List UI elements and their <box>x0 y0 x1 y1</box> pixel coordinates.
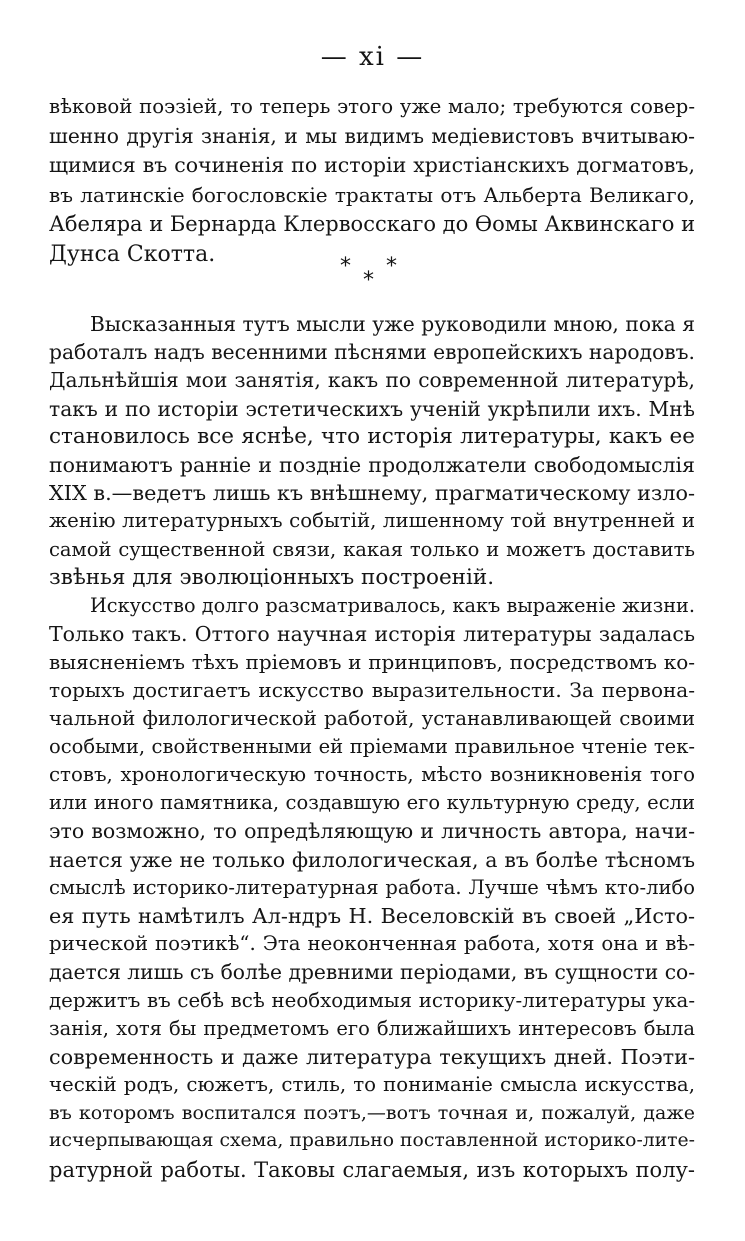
text-line: Только такъ. Оттого научная исторія литературы задалась <box>49 622 695 647</box>
section-separator <box>330 256 410 296</box>
text-line: дается лишь съ болѣе древними періодами, въ сущности со- <box>49 960 696 985</box>
text-line: женію литературныхъ событій, лишенному той внутренней и <box>49 509 695 533</box>
text-line: занія, хотя бы предметомъ его ближайшихъ интересовъ была <box>49 1016 695 1040</box>
text-line: выясненіемъ тѣхъ пріемовъ и принциповъ, посредствомъ ко- <box>49 650 695 675</box>
text-block-top <box>49 92 695 269</box>
text-line: Дальнѣйшія мои занятія, какъ по современной литературѣ, <box>49 368 695 393</box>
asterisk: * <box>386 254 397 279</box>
text-line: въ которомъ воспитался поэтъ,—вотъ точная и, пожалуй, даже <box>49 1102 695 1125</box>
text-line: смыслѣ историко-литературная работа. Лучше чѣмъ кто-либо <box>49 875 695 899</box>
text-block-main <box>49 310 695 1184</box>
text-line: ея путь намѣтилъ Ал-ндръ Н. Веселовскій въ своей „Исто- <box>49 903 695 928</box>
text-line: самой существенной связи, какая только и можетъ доставить <box>49 537 695 561</box>
page-number: — xi — <box>320 42 425 72</box>
text-line: нается уже не только филологическая, а въ болѣе тѣсномъ <box>49 847 695 872</box>
text-line: работалъ надъ весенними пѣснями европейскихъ народовъ. <box>49 340 695 365</box>
text-line: исчерпывающая схема, правильно поставленной историко-лите- <box>49 1130 695 1152</box>
text-line: становилось все яснѣе, что исторія литературы, какъ ее <box>49 423 695 449</box>
text-line: торыхъ достигаетъ искусство выразительности. За первона- <box>49 678 695 703</box>
text-line: рической поэтикѣ“. Эта неоконченная работа, хотя она и вѣ- <box>49 932 695 956</box>
asterisk: * <box>363 268 374 293</box>
text-line: щимися въ сочиненія по исторіи христіанскихъ догматовъ, <box>49 153 695 177</box>
text-line: ратурной работы. Таковы слагаемыя, изъ которыхъ полу- <box>49 1157 695 1182</box>
text-line: Искусство долго разсматривалось, какъ выраженіе жизни. <box>90 593 695 617</box>
text-line: такъ и по исторіи эстетическихъ ученій укрѣпили ихъ. Мнѣ <box>49 396 695 421</box>
text-line: держитъ въ себѣ всѣ необходимыя историку-литературы ука- <box>49 988 695 1012</box>
text-line: стовъ, хронологическую точность, мѣсто возникновенія того <box>49 763 695 786</box>
text-line: XIX в.—ведетъ лишь къ внѣшнему, прагматическому изло- <box>49 481 695 506</box>
text-line: Высказанныя тутъ мысли уже руководили мною, пока я <box>90 312 695 336</box>
text-line: шенно другія знанія, и мы видимъ медіевистовъ вчитываю- <box>49 123 695 148</box>
text-line: современность и даже литература текущихъ дней. Поэти- <box>49 1044 695 1069</box>
text-line: ческій родъ, сюжетъ, стиль, то пониманіе смысла искусства, <box>49 1073 695 1097</box>
text-line: въ латинскіе богословскіе трактаты отъ Альберта Великаго, <box>49 182 695 207</box>
text-line: вѣковой поэзіей, то теперь этого уже мало; требуются совер- <box>49 95 695 118</box>
text-line: это возможно, то опредѣляющую и личность автора, начи- <box>49 819 695 844</box>
text-line: или иного памятника, создавшую его культурную среду, если <box>49 791 695 815</box>
text-line: чальной филологической работой, устанавливающей своими <box>49 706 695 730</box>
text-line: Дунса Скотта. <box>49 241 216 267</box>
asterisk: * <box>340 254 351 279</box>
text-line: понимаютъ ранніе и поздніе продолжатели свободомыслія <box>49 452 695 477</box>
text-line: звѣнья для эволюціонныхъ построеній. <box>49 564 495 590</box>
text-line: особыми, свойственными ей пріемами правильное чтеніе тек- <box>49 734 695 758</box>
text-line: Абеляра и Бернарда Клервосскаго до Ѳомы Аквинскаго и <box>49 212 696 236</box>
